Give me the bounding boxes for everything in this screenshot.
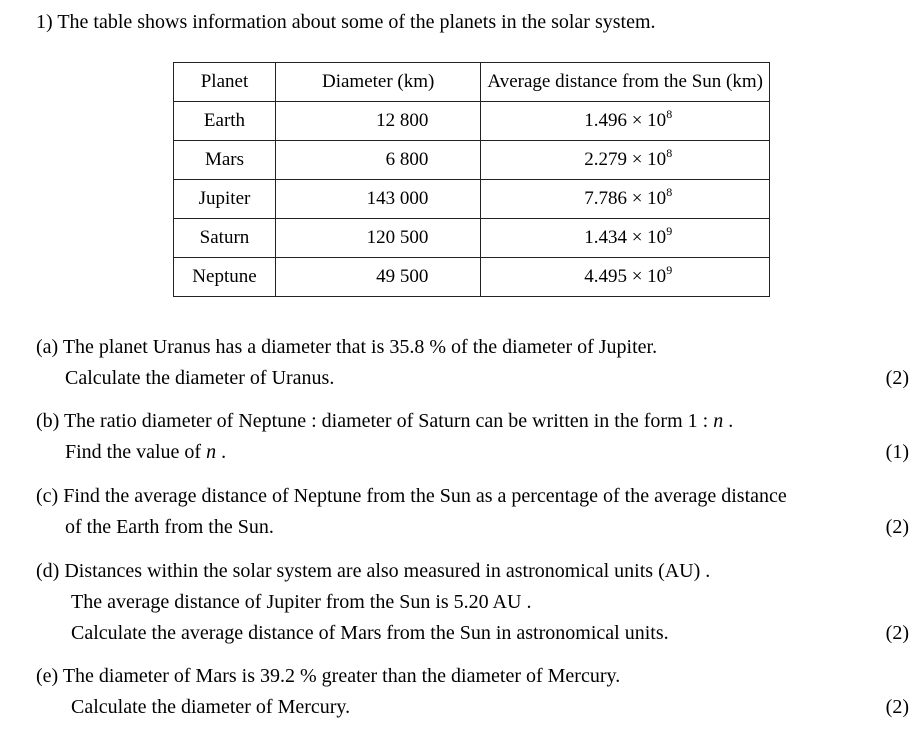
part-b-line-1-end: . xyxy=(723,410,734,432)
planet-diameter: 143 000 xyxy=(275,180,480,219)
part-b-line-2-end: . xyxy=(216,441,227,463)
question-intro-text: The table shows information about some of the planets in the solar system. xyxy=(57,11,656,33)
part-c-line-2 xyxy=(36,512,909,543)
times-ten: × 10 xyxy=(626,149,667,170)
planet-diameter: 6 800 xyxy=(275,141,480,180)
part-e-instruction: Calculate the diameter of Mercury. xyxy=(71,696,351,718)
part-e xyxy=(36,661,909,723)
part-b-line-1-text: (b) The ratio diameter of Neptune : diameter of Saturn can be written in the form 1 : xyxy=(36,410,714,432)
planet-name: Saturn xyxy=(174,219,276,258)
part-c-marks: (2) xyxy=(885,516,909,538)
planet-diameter: 120 500 xyxy=(275,219,480,258)
planet-table xyxy=(173,62,770,297)
part-a xyxy=(36,332,909,394)
planet-distance xyxy=(481,102,770,141)
part-d-instruction: Calculate the average distance of Mars from the Sun in astronomical units. xyxy=(71,622,669,644)
table-header-row xyxy=(174,63,770,102)
planet-distance xyxy=(481,141,770,180)
part-a-line-1: (a) The planet Uranus has a diameter that is 35.8 % of the diameter of Jupiter. xyxy=(36,336,658,358)
part-b-variable-n-2: n xyxy=(206,441,217,463)
times-ten: × 10 xyxy=(626,266,667,287)
part-b-line-2 xyxy=(36,437,909,468)
part-a-instruction: Calculate the diameter of Uranus. xyxy=(65,367,335,389)
question-number: 1) xyxy=(36,11,53,33)
part-d-line-1: (d) Distances within the solar system are also measured in astronomical units (AU) . xyxy=(36,560,711,582)
times-ten: × 10 xyxy=(626,110,667,131)
planet-diameter: 49 500 xyxy=(275,258,480,297)
distance-exponent: 8 xyxy=(666,107,673,121)
table-row xyxy=(174,102,770,141)
times-ten: × 10 xyxy=(626,227,667,248)
table-row xyxy=(174,219,770,258)
part-b-line-2-text: Find the value of xyxy=(65,441,207,463)
header-planet: Planet xyxy=(174,63,276,102)
distance-mantissa: 4.495 xyxy=(584,266,627,287)
part-b-variable-n: n xyxy=(713,410,724,432)
times-ten: × 10 xyxy=(626,188,667,209)
distance-mantissa: 1.434 xyxy=(584,227,627,248)
part-a-marks: (2) xyxy=(885,367,909,389)
planet-name: Neptune xyxy=(174,258,276,297)
distance-exponent: 9 xyxy=(666,263,673,277)
planet-name: Mars xyxy=(174,141,276,180)
table-row xyxy=(174,180,770,219)
question-intro xyxy=(36,8,656,36)
part-b xyxy=(36,406,909,468)
planet-diameter: 12 800 xyxy=(275,102,480,141)
planet-distance xyxy=(481,180,770,219)
table-row xyxy=(174,141,770,180)
part-e-line-1: (e) The diameter of Mars is 39.2 % greater than the diameter of Mercury. xyxy=(36,665,621,687)
part-d-marks: (2) xyxy=(885,622,909,644)
part-c-line-1: (c) Find the average distance of Neptune from the Sun as a percentage of the average distance xyxy=(36,485,787,507)
part-e-marks: (2) xyxy=(885,696,909,718)
distance-mantissa: 2.279 xyxy=(584,149,627,170)
distance-exponent: 8 xyxy=(666,146,673,160)
part-c xyxy=(36,481,909,543)
distance-mantissa: 1.496 xyxy=(584,110,627,131)
part-d-line-2: The average distance of Jupiter from the Sun is 5.20 AU . xyxy=(71,591,532,613)
distance-exponent: 8 xyxy=(666,185,673,199)
header-diameter: Diameter (km) xyxy=(275,63,480,102)
planet-distance xyxy=(481,219,770,258)
distance-exponent: 9 xyxy=(666,224,673,238)
part-c-instruction: of the Earth from the Sun. xyxy=(65,516,274,538)
part-e-line-2 xyxy=(36,692,909,723)
planet-name: Jupiter xyxy=(174,180,276,219)
distance-mantissa: 7.786 xyxy=(584,188,627,209)
part-a-line-2 xyxy=(36,363,909,394)
table-row xyxy=(174,258,770,297)
planet-distance xyxy=(481,258,770,297)
part-b-line-1 xyxy=(36,406,909,437)
part-b-marks: (1) xyxy=(885,441,909,463)
header-distance: Average distance from the Sun (km) xyxy=(481,63,770,102)
planet-name: Earth xyxy=(174,102,276,141)
part-d-line-3 xyxy=(36,618,909,649)
part-d xyxy=(36,556,909,649)
